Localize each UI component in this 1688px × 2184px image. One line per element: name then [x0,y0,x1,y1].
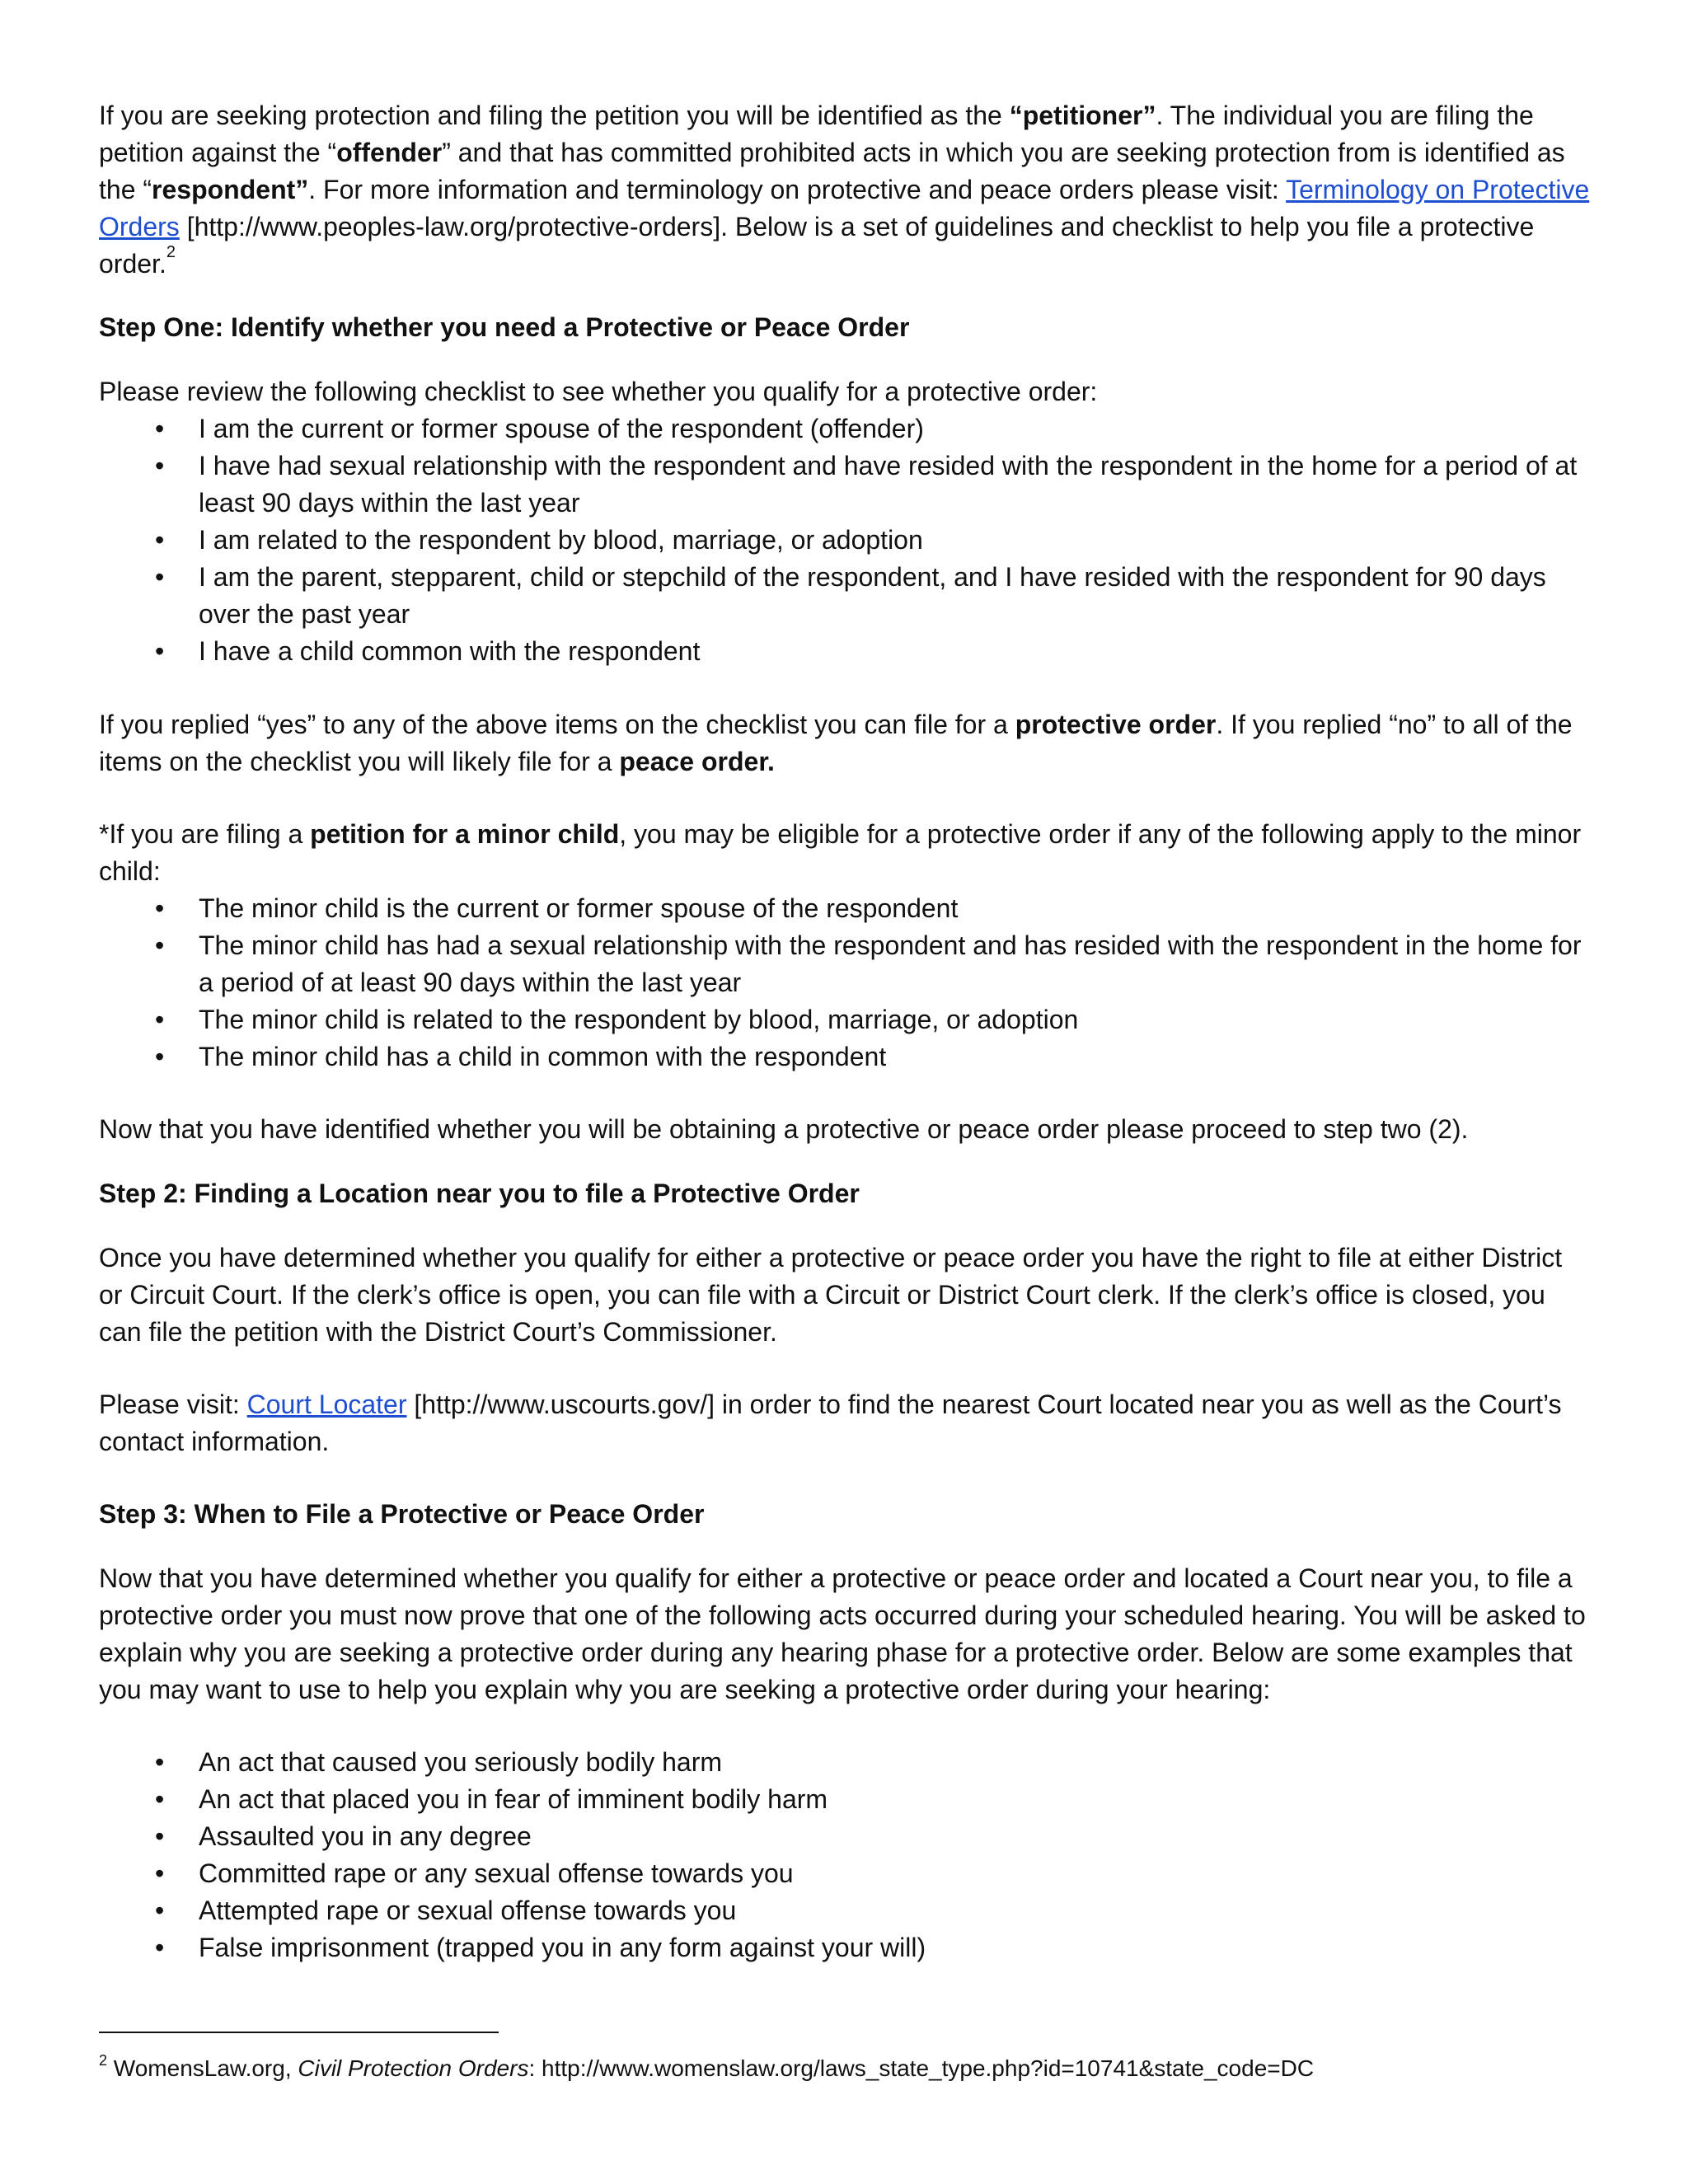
visit-text: Please visit: [99,1390,247,1419]
list-item [99,1818,1591,1855]
minor-text: *If you are filing a [99,819,311,849]
list-item [99,559,1591,633]
result-text: If you replied “yes” to any of the above items on the checklist you can file for a [99,710,1015,739]
list-item-text: I have a child common with the respondent [199,636,701,666]
visit-text: [http://www.uscourts.gov/] in order to find the nearest Court located near you as well as the Court’s contact information. [99,1390,1562,1456]
list-item-text: I am related to the respondent by blood, marriage, or adoption [199,525,923,555]
proceed-text: Now that you have identified whether you will be obtaining a protective or peace order please proceed to step two (2). [99,1114,1469,1144]
list-item [99,633,1591,670]
list-item [99,890,1591,927]
intro-text: . The individual you are filing the petition against the “ [99,101,1534,167]
footnote-source: WomensLaw.org, [113,2055,298,2081]
term-petition-minor-child: petition for a minor child [310,819,620,849]
list-item-text: An act that caused you seriously bodily harm [199,1747,722,1777]
bullet-icon: • [155,1747,165,1777]
bullet-icon: • [155,1821,165,1851]
intro-text: ” and that has committed prohibited acts in which you are seeking protection from is identified as the “ [99,138,1565,204]
terminology-link[interactable]: Terminology on Protective Orders [99,175,1590,241]
bullet-icon: • [155,893,165,923]
list-item [99,1781,1591,1818]
step-three-heading: Step 3: When to File a Protective or Peace Order [99,1499,705,1529]
footnote-number: 2 [99,2052,108,2069]
minor-text: , you may be eligible for a protective order if any of the following apply to the minor child: [99,819,1582,886]
court-locater-link[interactable]: Court Locater [246,1390,407,1419]
result-text: . If you replied “no” to all of the items on the checklist you will likely file for a [99,710,1573,776]
term-protective-order: protective order [1015,710,1217,739]
bullet-icon: • [155,1005,165,1034]
list-item-text: I have had sexual relationship with the respondent and have resided with the respondent in the home for a period of at least 90 days within the last year [199,451,1578,518]
bullet-icon: • [155,562,165,592]
footnote-title: Civil Protection Orders [298,2055,529,2081]
list-item [99,1929,1591,1966]
bullet-icon: • [155,1933,165,1962]
list-item [99,448,1591,522]
bullet-icon: • [155,930,165,960]
acts-list [99,1744,1591,1966]
bullet-icon: • [155,525,165,555]
term-respondent: respondent” [152,175,309,204]
bullet-icon: • [155,1858,165,1888]
list-item [99,927,1591,1001]
term-peace-order: peace order. [619,747,775,776]
bullet-icon: • [155,1896,165,1925]
minor-child-checklist [99,890,1591,1076]
term-petitioner: “petitioner” [1009,101,1156,130]
list-item-text: I am the current or former spouse of the respondent (offender) [199,414,924,443]
intro-paragraph [99,97,1591,283]
bullet-icon: • [155,1784,165,1814]
step-three-paragraph: Now that you have determined whether you qualify for either a protective or peace order and located a Court near you, to file a protective order you must now prove that one of the following acts occurred during your scheduled hearing. You will be asked to explain why you are seeking a protective order during any hearing phase for a protective order. Below are some examples that you may want to use to help you explain why you are seeking a protective order during your hearing: [99,1563,1586,1704]
list-item-text: The minor child is the current or former spouse of the respondent [199,893,959,923]
list-item-text: The minor child has had a sexual relationship with the respondent and has resided with the respondent in the home for a period of at least 90 days within the last year [199,930,1582,997]
list-item-text: Attempted rape or sexual offense towards you [199,1896,737,1925]
court-locater-paragraph [99,1386,1591,1460]
list-item [99,1038,1591,1076]
list-item [99,1744,1591,1781]
checklist-lead: Please review the following checklist to see whether you qualify for a protective order: [99,377,1098,406]
intro-text: [http://www.peoples-law.org/protective-orders]. Below is a set of guidelines and checklist to help you file a protective order. [99,212,1535,279]
term-offender: offender [336,138,443,167]
bullet-icon: • [155,414,165,443]
step-two-paragraph: Once you have determined whether you qualify for either a protective or peace order you have the right to file at either District or Circuit Court. If the clerk’s office is open, you can file with a Circuit or District Court clerk. If the clerk’s office is closed, you can file the petition with the District Court’s Commissioner. [99,1243,1563,1347]
list-item-text: Assaulted you in any degree [199,1821,532,1851]
checklist-result [99,706,1591,780]
step-one-heading: Step One: Identify whether you need a Protective or Peace Order [99,312,910,342]
minor-child-intro [99,816,1591,890]
intro-text: If you are seeking protection and filing the petition you will be identified as the [99,101,1010,130]
list-item-text: Committed rape or any sexual offense towards you [199,1858,794,1888]
bullet-icon: • [155,451,165,480]
step-two-heading: Step 2: Finding a Location near you to file a Protective Order [99,1179,860,1208]
list-item [99,522,1591,559]
qualification-checklist [99,410,1591,670]
bullet-icon: • [155,1042,165,1071]
list-item-text: False imprisonment (trapped you in any form against your will) [199,1933,926,1962]
list-item-text: The minor child is related to the respondent by blood, marriage, or adoption [199,1005,1079,1034]
footnote [99,2054,1314,2083]
list-item [99,1892,1591,1929]
document-page [99,97,1591,1966]
intro-text: . For more information and terminology on protective and peace orders please visit: [308,175,1287,204]
list-item [99,1001,1591,1038]
list-item-text: I am the parent, stepparent, child or stepchild of the respondent, and I have resided with the respondent for 90 days over the past year [199,562,1546,629]
list-item-text: An act that placed you in fear of imminent bodily harm [199,1784,828,1814]
list-item [99,410,1591,448]
footnote-ref: 2 [166,243,176,261]
list-item [99,1855,1591,1892]
footnote-divider [99,2032,499,2033]
list-item-text: The minor child has a child in common with the respondent [199,1042,887,1071]
footnote-url: : http://www.womenslaw.org/laws_state_type.php?id=10741&state_code=DC [528,2055,1315,2081]
bullet-icon: • [155,636,165,666]
